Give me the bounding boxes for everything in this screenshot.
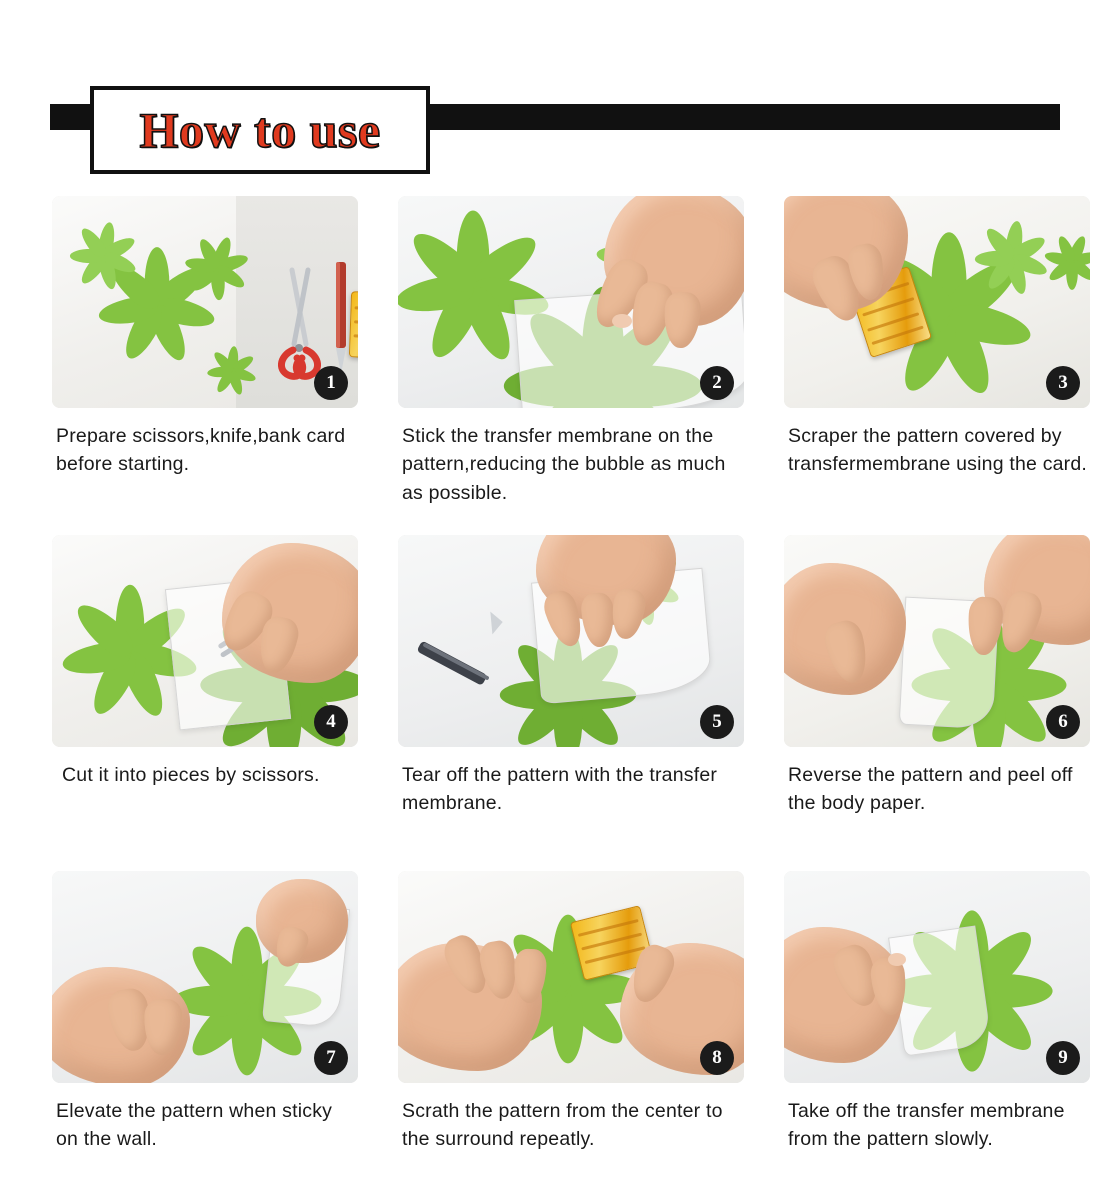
step-card-6 xyxy=(784,535,1090,843)
fingernail-graphic xyxy=(612,314,632,328)
step-card-9 xyxy=(784,871,1090,1179)
title-box xyxy=(90,86,430,174)
step-image-8 xyxy=(398,871,744,1083)
scissors-icon xyxy=(270,252,328,382)
step-image-3 xyxy=(784,196,1090,408)
knife-icon xyxy=(404,600,542,729)
step-caption-7: Elevate the pattern when sticky on the wall. xyxy=(56,1099,333,1151)
step-caption-3: Scraper the pattern covered by transfermembrane using the card. xyxy=(788,425,1088,476)
step-number-badge: 1 xyxy=(314,366,348,400)
page-header xyxy=(50,86,1060,176)
step-image-6 xyxy=(784,535,1090,747)
step-caption-2: Stick the transfer membrane on the pattern,reducing the bubble as much as possible. xyxy=(402,425,726,504)
step-number-badge: 9 xyxy=(1046,1041,1080,1075)
step-caption-1: Prepare scissors,knife,bank card before starting. xyxy=(56,425,346,476)
step-number-badge: 2 xyxy=(700,366,734,400)
page-title: How to use xyxy=(139,102,381,158)
step-image-4 xyxy=(52,535,358,747)
step-caption-4: Cut it into pieces by scissors. xyxy=(62,763,320,786)
step-number-badge: 6 xyxy=(1046,705,1080,739)
fingernail-graphic xyxy=(888,953,906,966)
step-caption-8: Scrath the pattern from the center to the surround repeatly. xyxy=(402,1099,723,1151)
step-card-3 xyxy=(784,196,1090,507)
step-image-9 xyxy=(784,871,1090,1083)
step-number-badge: 3 xyxy=(1046,366,1080,400)
step-card-1 xyxy=(52,196,358,507)
step-card-8 xyxy=(398,871,744,1179)
step-card-4 xyxy=(52,535,358,843)
step-number-badge: 5 xyxy=(700,705,734,739)
step-caption-9: Take off the transfer membrane from the pattern slowly. xyxy=(788,1099,1065,1151)
step-image-5 xyxy=(398,535,744,747)
step-caption-5: Tear off the pattern with the transfer membrane. xyxy=(402,763,718,815)
step-card-2 xyxy=(398,196,744,507)
step-number-badge: 4 xyxy=(314,705,348,739)
step-image-1 xyxy=(52,196,358,408)
steps-grid xyxy=(52,196,1088,1179)
step-image-7 xyxy=(52,871,358,1083)
step-caption-6: Reverse the pattern and peel off the body paper. xyxy=(788,763,1073,815)
step-number-badge: 8 xyxy=(700,1041,734,1075)
step-card-5 xyxy=(398,535,744,843)
step-image-2 xyxy=(398,196,744,408)
step-number-badge: 7 xyxy=(314,1041,348,1075)
step-card-7 xyxy=(52,871,358,1179)
knife-icon xyxy=(330,256,352,378)
